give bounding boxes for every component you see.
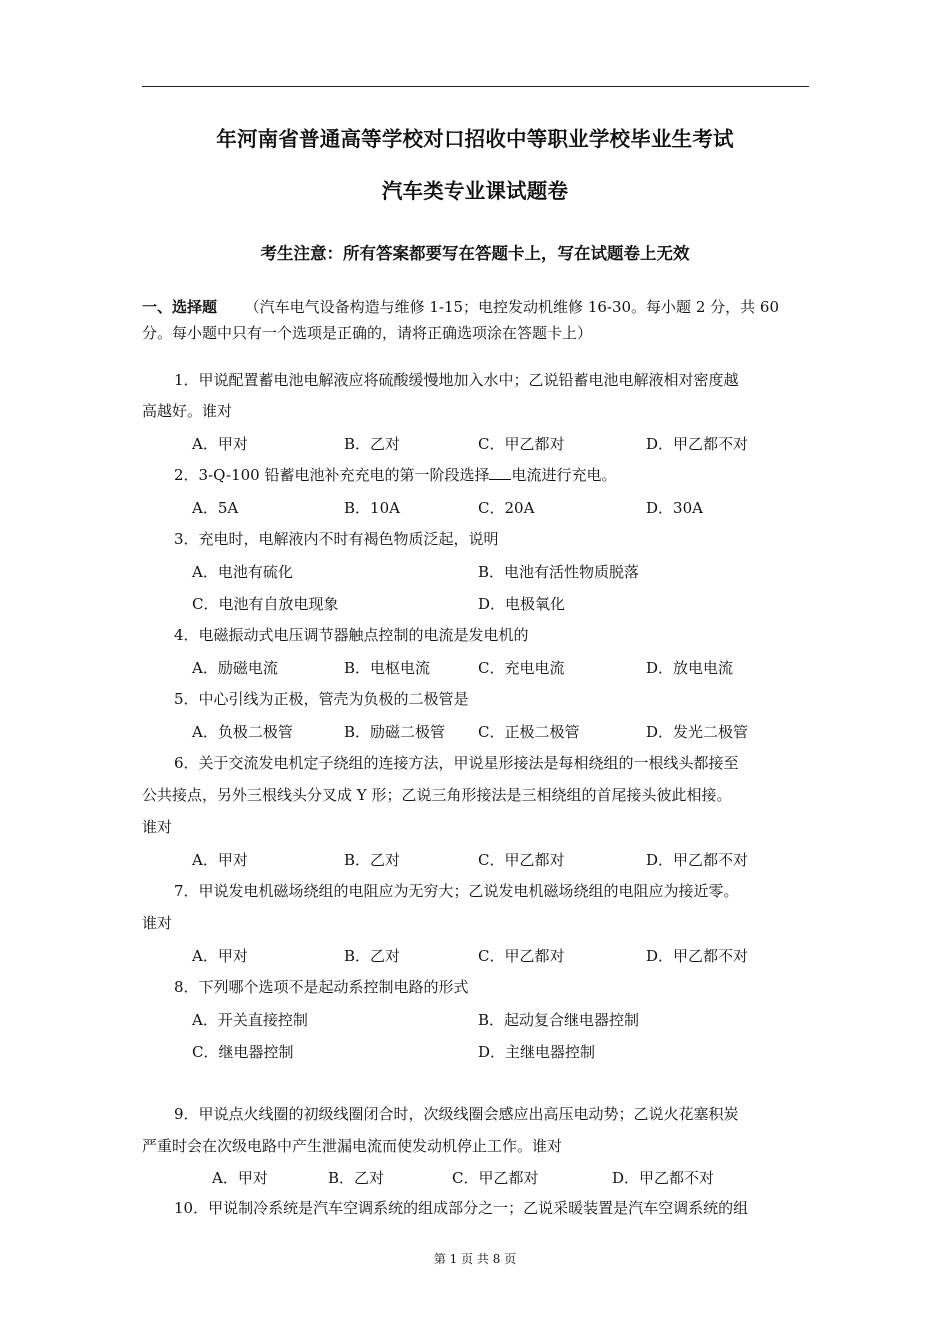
q4-option-c: C．充电电流 (478, 659, 565, 677)
q2-option-b: B．10A (344, 499, 400, 517)
q6-option-a: A．甲对 (192, 851, 248, 869)
question-7-line-1: 7．甲说发电机磁场绕组的电阻应为无穷大；乙说发电机磁场绕组的电阻应为接近零。 (174, 882, 739, 900)
q4-option-b: B．电枢电流 (344, 659, 431, 677)
question-4: 4．电磁振动式电压调节器触点控制的电流是发电机的 (174, 626, 529, 644)
exam-subtitle: 汽车类专业课试题卷 (381, 179, 569, 203)
question-1-line-1: 1．甲说配置蓄电池电解液应将硫酸缓慢地加入水中；乙说铅蓄电池电解液相对密度越 (174, 371, 739, 389)
q1-option-b: B．乙对 (344, 435, 401, 453)
question-6-line-2: 公共接点，另外三根线头分叉成 Y 形；乙说三角形接法是三相绕组的首尾接头彼此相接。 (142, 786, 732, 804)
question-9-line-2: 严重时会在次级电路中产生泄漏电流而使发动机停止工作。谁对 (142, 1137, 563, 1155)
page-number: 第 1 页 共 8 页 (433, 1252, 517, 1266)
q1-option-c: C．甲乙都对 (478, 435, 565, 453)
q5-option-d: D．发光二极管 (646, 723, 749, 741)
q7-option-a: A．甲对 (192, 947, 248, 965)
question-2 (174, 465, 617, 485)
q3-option-c: C．电池有自放电现象 (192, 595, 339, 613)
q9-option-c: C．甲乙都对 (452, 1169, 539, 1187)
q6-option-d: D．甲乙都不对 (646, 851, 749, 869)
q7-option-b: B．乙对 (344, 947, 401, 965)
q4-option-d: D．放电电流 (646, 659, 734, 677)
candidate-notice: 考生注意：所有答案都要写在答题卡上，写在试题卷上无效 (260, 244, 690, 263)
q8-option-d: D．主继电器控制 (478, 1043, 596, 1061)
question-1-line-2: 高越好。谁对 (142, 402, 233, 420)
q9-option-a: A．甲对 (212, 1169, 268, 1187)
question-2-text-pre: 2．3-Q-100 铅蓄电池补充充电的第一阶段选择 (174, 466, 490, 484)
q8-option-c: C．继电器控制 (192, 1043, 294, 1061)
q4-option-a: A．励磁电流 (192, 659, 278, 677)
q9-option-b: B．乙对 (328, 1169, 385, 1187)
section-instruction: （汽车电气设备构造与维修 1-15；电控发动机维修 16-30。每小题 2 分，共 60 (244, 298, 779, 316)
q8-option-b: B．起动复合继电器控制 (478, 1011, 640, 1029)
section-heading: 一、选择题 (142, 298, 218, 316)
exam-title: 年河南省普通高等学校对口招收中等职业学校毕业生考试 (216, 127, 734, 151)
question-7-line-2: 谁对 (142, 914, 173, 932)
q2-option-c: C．20A (478, 499, 535, 517)
answer-blank (489, 465, 511, 480)
section-instruction-cont: 分。每小题中只有一个选项是正确的，请将正确选项涂在答题卡上） (142, 324, 593, 342)
q7-option-d: D．甲乙都不对 (646, 947, 749, 965)
question-3: 3．充电时，电解液内不时有褐色物质泛起，说明 (174, 530, 499, 548)
question-8: 8．下列哪个选项不是起动系控制电路的形式 (174, 978, 469, 996)
q8-option-a: A．开关直接控制 (192, 1011, 308, 1029)
q6-option-b: B．乙对 (344, 851, 401, 869)
question-6-line-3: 谁对 (142, 818, 173, 836)
q5-option-a: A．负极二极管 (192, 723, 293, 741)
question-9-line-1: 9．甲说点火线圈的初级线圈闭合时，次级线圈会感应出高压电动势；乙说火花塞积炭 (174, 1105, 739, 1123)
question-6-line-1: 6．关于交流发电机定子绕组的连接方法，甲说星形接法是每相绕组的一根线头都接至 (174, 754, 739, 772)
q2-option-a: A．5A (192, 499, 239, 517)
q3-option-b: B．电池有活性物质脱落 (478, 563, 640, 581)
q6-option-c: C．甲乙都对 (478, 851, 565, 869)
q7-option-c: C．甲乙都对 (478, 947, 565, 965)
question-10-line-1: 10．甲说制冷系统是汽车空调系统的组成部分之一；乙说采暖装置是汽车空调系统的组 (174, 1199, 749, 1217)
q1-option-d: D．甲乙都不对 (646, 435, 749, 453)
q3-option-a: A．电池有硫化 (192, 563, 293, 581)
question-2-text-post: 电流进行充电。 (511, 466, 617, 484)
q5-option-b: B．励磁二极管 (344, 723, 446, 741)
section-heading-row (142, 297, 779, 317)
q2-option-d: D．30A (646, 499, 703, 517)
q1-option-a: A．甲对 (192, 435, 248, 453)
q5-option-c: C．正极二极管 (478, 723, 580, 741)
q3-option-d: D．电极氧化 (478, 595, 566, 613)
q9-option-d: D．甲乙都不对 (612, 1169, 715, 1187)
header-rule (142, 86, 809, 87)
question-5: 5．中心引线为正极，管壳为负极的二极管是 (174, 690, 469, 708)
